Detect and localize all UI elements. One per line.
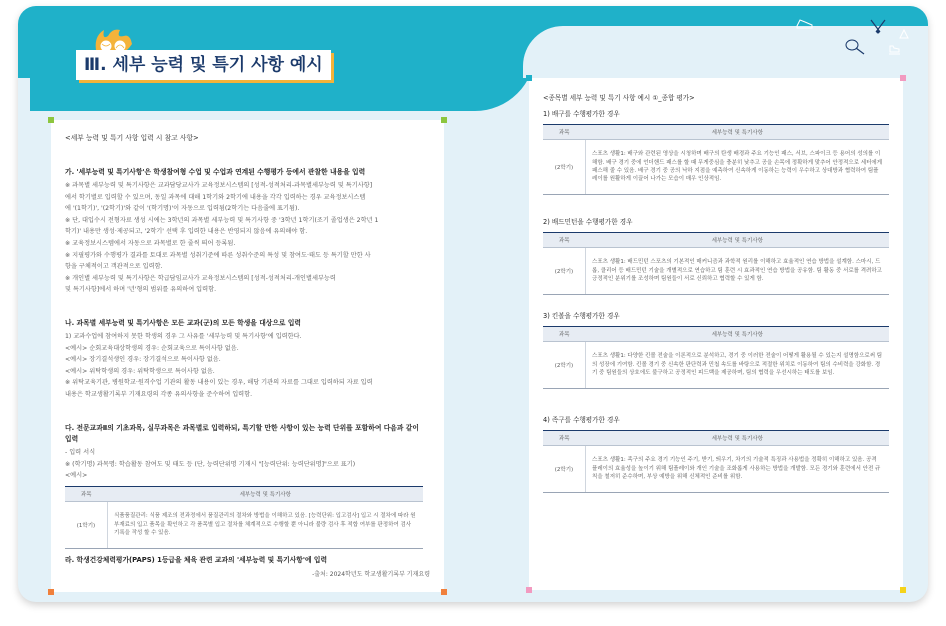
page-title: Ⅲ. 세부 능력 및 특기 사항 예시 [76,50,331,80]
example-table [65,486,423,549]
corner-marker [48,117,54,123]
table-header-cell: 세부능력 및 특기사항 [586,233,890,248]
table-cell-content: 식품품질관리: 식품 제조의 전과정에서 품질관리의 절차와 방법을 이해하고 있음. [능력단위: 입고검사] 입고 시 절차에 따라 원부재료의 입고 품목을 확인하고 각 품목별 입고 절차를 체계적으로 수행할 뿐 아니라 불량 검사 후 적합 여부를 판정하여 검사 기록을 작성 할 수 있음. [108,502,424,549]
list-item: ※ 위탁교육기관, 병원학교·원격수업 기관의 활동 내용이 있는 경우, 해당 기관의 자료를 그대로 입력하되 자료 입력 [65,379,373,387]
list-item: ※ 교육정보시스템에서 자동으로 과목별로 한 줄씩 띄어 등록됨. [65,239,236,247]
table-cell-content: 스포츠 생활1: 다양한 킨볼 전술을 이론적으로 분석하고, 경기 중 이러한 전술이 어떻게 활용될 수 있는지 설명함으로써 팀의 성장에 기여함. 킨볼 경기 중 신속한 판단력과 민첩 속도를 바탕으로 적절한 위치로 이동하여 팀의 수비력을 강화함. 경기 중 팀원들의 상호에도 불구하고 공정적인 피드백을 제공하며, 팀의 협력을 우선시하는 태도를 보임. [586,342,890,389]
section-da-list [65,447,435,482]
list-item: - 입력 서식 [65,449,96,456]
list-item: ※ (학기명) 과목명: 학습활동 참여도 및 태도 등 (단, 능력단위명 기재시 "[능력단위: 능력단위명]"으로 표기) [65,460,356,468]
list-item: 1) 교과수업에 참여하지 못한 학생의 경우 그 사유를 '세부능력 및 특기사항'에 입력한다. [65,333,302,340]
section-table [543,232,889,295]
table-header-cell: 세부능력 및 특기사항 [586,431,890,446]
table-cell-subject: (2학기) [543,248,586,295]
section-da-heading-cont: 입력 [65,435,79,443]
right-page [529,78,903,590]
section-ra-heading: 라. 학생건강체력평가(PAPS) 1등급을 체육 관련 교과의 '세부능력 및 특기사항'에 입력 [65,556,328,564]
corner-marker [526,587,532,593]
list-item: <예시> 순회교육대상학생의 경우: 순회교육으로 특이사항 없음. [65,344,239,352]
section-title: 1) 배구를 수행평가한 경우 [543,110,620,118]
section-table [543,124,889,195]
list-item: 및 특기사항]에서 하며 '년'형의 범위를 유의하여 입력함. [65,286,217,294]
table-header-cell: 세부능력 및 특기사항 [108,487,424,502]
table-header-cell: 세부능력 및 특기사항 [586,327,890,342]
list-item: ※ 단, 대입수시 전형자료 생성 시에는 3학년의 과목별 세부능력 및 특기사항 중 '3학년 1학기(조기 졸업생은 2학년 1 [65,216,379,224]
left-page [51,120,444,592]
list-item: ※ 지필평가와 수행평가 결과를 토대로 과목별 성취기준에 따른 성취수준의 특성 및 참여도·태도 등 특기할 만한 사 [65,251,371,259]
section-title: 2) 배드민턴을 수행평가한 경우 [543,218,633,226]
list-item: 에서 학기별로 입력할 수 있으며, 동일 과목에 대해 1학기와 2학기에 내용을 각각 입력하는 경우 교육정보시스템 [65,193,366,201]
table-cell-content: 스포츠 생활1: 배구와 관련된 영상을 시청하며 배구의 탄생 배경과 주요 기능인 패스, 서브, 스파이크 등 용어의 성의를 이해함. 배구 경기 중에 언더핸드 패스를 할 때 무게중심을 충분히 낮추고 공을 손목에 정확하게 맞추어 안정적으로 세터에게 패스해 줄 수 있음. 배구 경기 중 공의 낙하 지점을 예측하여 신속하게 이동하는 능력이 우수하고 상대방과 협력하여 팀플레이를 원활하게 이끌어 나가는 모습이 매우 인상적임. [586,140,890,195]
table-header-row [543,233,889,248]
section-title: 4) 족구를 수행평가한 경우 [543,416,620,424]
table-cell-subject: (2학기) [543,446,586,493]
corner-marker [900,75,906,81]
list-item: ※ 과목별 세부능력 및 특기사항은 교과담당교사가 교육정보시스템의 [성적-성적처리-과목별세부능력 및 특기사항] [65,182,373,189]
list-item: <예시> 장기결석생인 경우: 장기결석으로 특이사항 없음. [65,356,221,364]
table-header-cell: 과목 [543,125,586,140]
table-cell-subject: (2학기) [543,140,586,195]
section-na-list [65,331,435,401]
section-title: 3) 킨볼을 수행평가한 경우 [543,312,620,320]
table-header-cell: 과목 [543,327,586,342]
table-header-cell: 과목 [543,233,586,248]
table-cell-content: 스포츠 생활1: 배드민턴 스포츠의 기본적인 매커니즘과 과학적 원리를 이해하고 효율적인 연습 방법을 설계함. 스마시, 드롭, 클리어 등 배드민턴 기술을 개별적으로 연습하고 팀 훈련 시 효과적인 연습 방법을 공유함. 팀 활동 중 서로를 격려하고 긍정적인 분위기를 조성하며 팀원들이 서로 신뢰하고 협력할 수 있게 함. [586,248,890,295]
table-row [543,140,889,195]
section-na-heading: 나. 과목별 세부능력 및 특기사항은 모든 교과(군)의 모든 학생을 대상으로 입력 [65,319,301,327]
source-note: -출처: 2024학년도 학교생활기록부 기재요령 [312,571,430,578]
section-table [543,326,889,389]
list-item: 에 '(1학기)', '(2학기)'와 같이 '(학기명)'이 자동으로 입력됨(2학기는 다음줄에 표기됨). [65,205,300,213]
table-header-row [543,125,889,140]
corner-marker [900,587,906,593]
skates-icon [888,44,902,56]
table-cell-content: 스포츠 생활1: 족구의 주요 경기 기능인 주기, 받기, 띄우기, 차기의 기술적 특징과 사용법을 정확히 이해하고 있음. 공격 플레이의 효율성을 높이기 위해 팀플레이와 개인 기술을 조화롭게 사용하는 방법을 개발함. 모든 경기와 훈련에서 안전 규칙을 철저히 준수하며, 부상 예방을 위해 신체적인 준비를 위함. [586,446,890,493]
table-cell-subject: (1학기) [65,502,108,549]
sneaker-icon [796,16,814,30]
corner-marker [441,117,447,123]
corner-marker [48,589,54,595]
corner-marker [441,589,447,595]
section-da-heading: 다. 전문교과Ⅱ의 기초과목, 실무과목은 과목별로 입력하되, 특기할 만한 사항이 있는 능력 단위를 포함하여 다음과 같이 [65,424,419,432]
page-frame [18,6,928,602]
table-header-row [543,327,889,342]
section-ga-list [65,180,435,296]
box-title: <세부 능력 및 특기 사항 입력 시 참고 사항> [65,134,199,142]
table-row [65,502,423,549]
table-row [543,248,889,295]
table-header-cell: 과목 [543,431,586,446]
section-table [543,430,889,493]
corner-marker [526,75,532,81]
table-row [543,342,889,389]
table-header-row [65,487,423,502]
right-heading: <종목별 세부 능력 및 특기 사항 예시 ①_종합 평가> [543,94,695,102]
table-cell-subject: (2학기) [543,342,586,389]
hockey-sticks-icon [868,18,888,34]
list-item: <예시> 위탁학생의 경우: 위탁학생으로 특이사항 없음. [65,367,215,375]
list-item: 내용은 학교생활기록부 기재요령의 각종 유의사항을 준수하여 입력함. [65,390,253,398]
list-item: 항을 구체적이고 객관적으로 입력함. [65,263,163,271]
list-item: ※ 개인별 세부능력 및 특기사항은 학급담임교사가 교육정보시스템의 [성적-성적처리-개인별세부능력 [65,274,336,282]
list-item: <예시> [65,472,88,480]
table-row [543,446,889,493]
table-header-cell: 과목 [65,487,108,502]
shuttlecock-icon [898,28,910,40]
racket-icon [844,38,866,56]
table-header-cell: 세부능력 및 특기사항 [586,125,890,140]
section-ga-heading: 가. '세부능력 및 특기사항'은 학생참여형 수업 및 수업과 연계된 수행평가 등에서 관찰한 내용을 입력 [65,168,366,176]
table-header-row [543,431,889,446]
list-item: 학기)' 내용만 생성·제공되고, '2학기' 선택 후 입력한 내용은 반영되지 않음에 유의해야 함. [65,228,308,236]
